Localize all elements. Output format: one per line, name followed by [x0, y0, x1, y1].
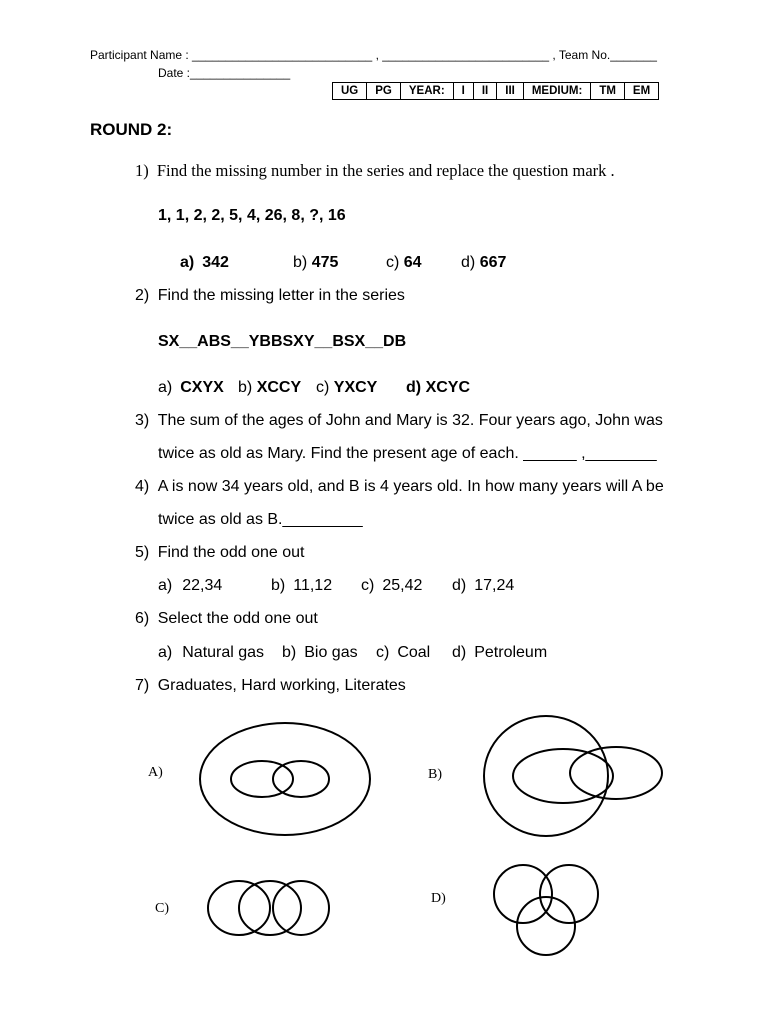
question-2: [135, 287, 405, 305]
option-6d: d) Petroleum: [452, 644, 548, 661]
diagram-label-c: C): [155, 901, 169, 916]
option-6c: c) Coal: [376, 644, 431, 661]
venn-b-middle-ellipse: [513, 749, 613, 803]
option-2c: c) YXCY: [316, 379, 378, 396]
venn-d-right-circle: [540, 865, 598, 923]
diagram-label-d: D): [431, 891, 446, 906]
option-1b: b) 475: [293, 254, 339, 271]
question-5: [135, 544, 304, 562]
venn-b-right-ellipse: [570, 747, 662, 799]
question-number: 5): [135, 544, 150, 561]
date-line: Date :_______________: [158, 66, 291, 80]
participant-line: Participant Name : ___________________________ , _________________________ , Team No._______: [90, 48, 657, 62]
meta-cell-year-2: II: [473, 83, 496, 100]
meta-cell-year-3: III: [497, 83, 524, 100]
question-text: Find the missing number in the series and replace the question mark .: [156, 161, 615, 180]
venn-a-left-ellipse: [231, 761, 293, 797]
meta-cell-medium: MEDIUM:: [523, 83, 590, 100]
meta-cell-pg: PG: [367, 83, 401, 100]
option-2a: a) CXYX: [158, 379, 224, 396]
question-6: [135, 610, 318, 628]
venn-d-bottom-circle: [517, 897, 575, 955]
meta-cell-tm: TM: [591, 83, 625, 100]
venn-diagram-b: [478, 712, 688, 842]
meta-cell-em: EM: [624, 83, 658, 100]
venn-d-left-circle: [494, 865, 552, 923]
question-1: [135, 161, 615, 181]
meta-table: [332, 82, 659, 100]
option-1a: a) 342: [180, 254, 229, 271]
question-number: 4): [135, 478, 150, 495]
question-number: 2): [135, 287, 150, 304]
question-text: Find the odd one out: [157, 544, 305, 561]
question-text: Graduates, Hard working, Literates: [157, 677, 406, 694]
diagram-label-a: A): [148, 765, 163, 780]
meta-cell-year: YEAR:: [400, 83, 453, 100]
question-4-line-2: twice as old as B._________: [158, 511, 363, 528]
option-5d: d) 17,24: [452, 577, 515, 594]
option-2b: b) XCCY: [238, 379, 302, 396]
option-5c: c) 25,42: [361, 577, 423, 594]
question-number: 3): [135, 412, 150, 429]
venn-diagram-a: [195, 720, 375, 840]
question-text: A is now 34 years old, and B is 4 years old. In how many years will A be: [157, 478, 664, 495]
question-number: 1): [135, 161, 149, 180]
question-4: [135, 478, 664, 496]
question-number: 6): [135, 610, 150, 627]
question-text: Find the missing letter in the series: [157, 287, 405, 304]
diagram-label-b: B): [428, 767, 442, 782]
question-text: The sum of the ages of John and Mary is 32. Four years ago, John was: [157, 412, 663, 429]
series-2: SX__ABS__YBBSXY__BSX__DB: [158, 333, 407, 350]
option-6a: a) Natural gas: [158, 644, 265, 661]
venn-diagram-d: [488, 858, 603, 963]
venn-diagram-c: [200, 875, 340, 945]
venn-a-right-ellipse: [273, 761, 329, 797]
series-1: 1, 1, 2, 2, 5, 4, 26, 8, ?, 16: [158, 207, 346, 224]
question-number: 7): [135, 677, 150, 694]
question-3-line-2: twice as old as Mary. Find the present age of each. ______ ,________: [158, 445, 657, 462]
question-text: Select the odd one out: [157, 610, 318, 627]
meta-cell-year-1: I: [453, 83, 473, 100]
venn-b-outer-ellipse: [484, 716, 608, 836]
option-1c: c) 64: [386, 254, 422, 271]
option-5b: b) 11,12: [271, 577, 333, 594]
question-3: [135, 412, 663, 430]
round-title: ROUND 2:: [90, 120, 173, 139]
option-2d: d) XCYC: [406, 379, 471, 396]
option-5a: a) 22,34: [158, 577, 223, 594]
meta-cell-ug: UG: [333, 83, 367, 100]
question-7: [135, 677, 406, 695]
option-1d: d) 667: [461, 254, 507, 271]
option-6b: b) Bio gas: [282, 644, 358, 661]
venn-a-outer-ellipse: [200, 723, 370, 835]
